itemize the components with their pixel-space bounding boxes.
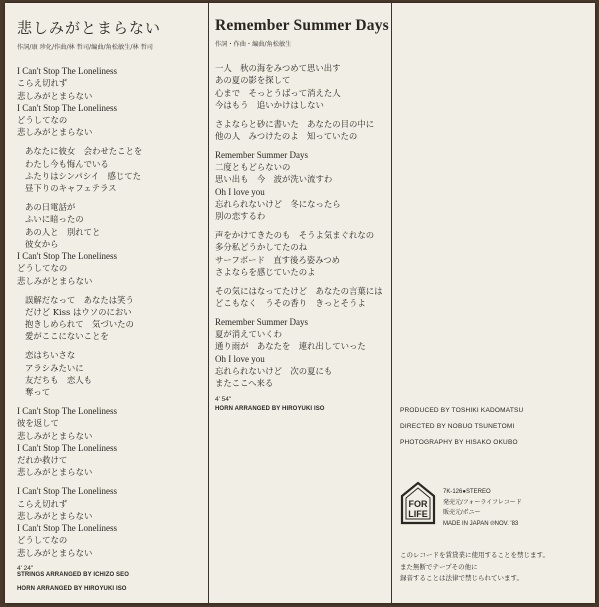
notice-line-2: また無断でテープその他に (400, 562, 478, 571)
song2-arrangement-credits (215, 406, 391, 412)
lyric-line: 一人 秋の海をみつめて思い出す (215, 63, 341, 73)
lyric-line: またここへ来る (215, 378, 274, 389)
song2-column (208, 3, 392, 603)
lyric-line: あなたに彼女 会わせたことを (25, 146, 143, 157)
lyric-line: Remember Summer Days (215, 149, 308, 160)
lyric-line: I Can't Stop The Loneliness (17, 486, 117, 497)
song2-lyrics (215, 62, 391, 390)
lyric-line: 悲しみがとまらない (17, 275, 93, 286)
staff-credits (400, 403, 523, 451)
lyric-line: さよならを感じていたのよ (215, 266, 316, 277)
lyric-line: その気にはなってたけど あなたの言葉には (215, 285, 383, 296)
song1-horn-credit: HORN ARRANGED BY HIROYUKI ISO (17, 586, 127, 592)
song1-title: 悲しみがとまらない (17, 19, 162, 37)
lyric-line: I Can't Stop The Loneliness (17, 442, 117, 453)
lyric-line: あの夏の影を探して (215, 75, 291, 86)
lyric-line: I Can't Stop The Loneliness (17, 523, 117, 534)
lyric-line: アラシみたいに (25, 362, 84, 373)
info-column (392, 3, 595, 603)
catalog-info (443, 487, 522, 529)
lyric-line: あの人と 別れてと (25, 226, 101, 237)
lyric-line: 心まで そっとうばって消えた人 (215, 87, 341, 98)
lyric-line: 彼を返して (17, 418, 59, 429)
lyric-line: 二度ともどらないの (215, 162, 291, 173)
lyric-line: 別の恋するわ (215, 211, 266, 222)
lyric-line: わたし今も悔んでいる (25, 158, 109, 169)
lyric-line: どうしてなの (17, 115, 68, 126)
producer-credit: PRODUCED BY TOSHIKI KADOMATSU (400, 407, 524, 414)
lyric-line: 悲しみがとまらない (17, 430, 93, 441)
lyric-line: 悲しみがとまらない (17, 547, 93, 558)
song1-credits: 作詞/康 珍化/作曲/林 哲司/編曲/角松敏生/林 哲司 (17, 44, 153, 51)
lyric-line: Oh I love you (215, 186, 265, 197)
lyric-line: 誤解だなって あなたは笑う (25, 294, 134, 305)
lyric-line: ふたりはシンパシイ 感じてた (25, 170, 142, 181)
photography-credit: PHOTOGRAPHY BY HISAKO OKUBO (400, 439, 518, 446)
song1-strings-credit: STRINGS ARRANGED BY ICHIZO SEO (17, 572, 130, 578)
song1-duration: 4' 24" (17, 564, 34, 572)
lyric-line: 通り雨が あなたを 連れ出していった (215, 341, 366, 352)
lyric-line: 友だちも 恋人も (25, 374, 92, 385)
lyric-line: 他の人 みつけたのよ 知っていたの (215, 130, 358, 141)
lyric-line: 思い出も 今 波が洗い流すわ (215, 174, 333, 185)
lyric-line: I Can't Stop The Loneliness (17, 251, 117, 262)
lyric-line: どこもなく うその香り きっとそうよ (215, 298, 366, 309)
song1-arrangement-credits (17, 568, 129, 596)
lyric-line: 今はもう 追いかけはしない (215, 99, 324, 110)
song1-column (5, 3, 208, 603)
lyric-line: どうしてなの (17, 263, 68, 274)
lyric-line: 悲しみがとまらない (17, 127, 93, 138)
copyright-notice (400, 550, 549, 585)
lyric-line: 奪って (25, 387, 51, 398)
distributor-label: 発売元/フォーライフレコード (443, 499, 522, 506)
lyric-line: 悲しみがとまらない (17, 510, 93, 521)
song2-title: Remember Summer Days (215, 17, 389, 34)
lyric-line: Oh I love you (215, 353, 265, 364)
lyric-line: 忘れられないけど 冬になったら (215, 198, 341, 209)
lyric-line: サーフボード 直す後ろ姿みつめ (215, 254, 341, 265)
lyric-sheet (5, 3, 595, 603)
lyric-line: 抱きしめられて 気づいたの (25, 319, 134, 330)
song2-credits: 作詞・作曲・編曲/角松敏生 (215, 41, 292, 48)
lyric-line: 夏が消えていくわ (215, 329, 282, 340)
seller-label: 販売元/ポニー (443, 510, 481, 516)
lyric-line: 悲しみがとまらない (17, 467, 93, 478)
forlife-logo-icon (400, 481, 436, 525)
lyric-line: I Can't Stop The Loneliness (17, 102, 117, 113)
lyric-line: あの日電話が (25, 201, 76, 212)
lyric-line: Remember Summer Days (215, 316, 308, 327)
director-credit: DIRECTED BY NOBUO TSUNETOMI (400, 423, 515, 430)
lyric-line: だけど Kiss はウソのにおい (25, 306, 132, 317)
song1-lyrics (17, 65, 208, 559)
notice-line-3: 録音することは法律で禁じられています。 (400, 574, 523, 582)
lyric-line: さよならと砂に書いた あなたの目の中に (215, 118, 375, 129)
lyric-line: ふいに暗ったの (25, 214, 84, 225)
lyric-line: 彼女から (25, 238, 59, 249)
lyric-line: 多分私どうかしてたのね (215, 242, 308, 253)
lyric-line: 昼下りのキャフェテラス (25, 183, 117, 194)
lyric-line: I Can't Stop The Loneliness (17, 66, 117, 76)
made-in-japan: MADE IN JAPAN ℗NOV. '83 (443, 520, 519, 527)
logo-text-life: LIFE (408, 509, 428, 519)
lyric-line: 悲しみがとまらない (17, 90, 93, 101)
lyric-line: だれか救けて (17, 455, 68, 466)
logo-text-for: FOR (408, 499, 428, 509)
lyric-line: 愛がここにないことを (25, 331, 109, 342)
lyric-line: どうしてなの (17, 535, 68, 546)
song2-horn-credit: HORN ARRANGED BY HIROYUKI ISO (215, 405, 325, 412)
lyric-line: 忘れられないけど 次の夏にも (215, 366, 333, 377)
song2-duration: 4' 54" (215, 395, 232, 403)
catalog-number: 7K-126●STEREO (443, 489, 491, 495)
lyric-line: 声をかけてきたのも そうよ気まぐれなの (215, 230, 375, 241)
lyric-line: I Can't Stop The Loneliness (17, 405, 117, 416)
lyric-line: こらえ切れず (17, 78, 68, 89)
lyric-line: 恋はちいさな (25, 350, 76, 361)
lyric-line: こらえ切れず (17, 498, 68, 509)
notice-line-1: このレコードを賃貸業に使用することを禁じます。 (400, 551, 549, 559)
